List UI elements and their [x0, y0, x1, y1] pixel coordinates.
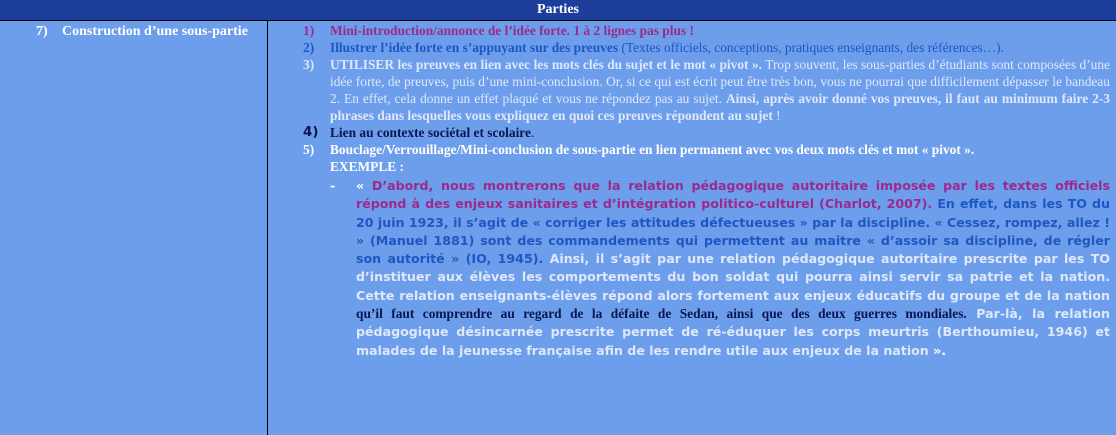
- item-text: Bouclage/Verrouillage/Mini-conclusion de sous-partie en lien permanent avec vos deux mots clés et mot « pivot ».: [330, 142, 975, 157]
- example-segment-dark: qu’il faut comprendre au regard de la défaite de Sedan, ainsi que des deux guerres mondiales.: [356, 306, 967, 322]
- item-bold-text: UTILISER les preuves en lien avec les mots clés du sujet et le mot « pivot ».: [330, 57, 763, 72]
- list-item-4: [268, 124, 1116, 141]
- example-segment-blue: En effet, dans les TO du 20 juin 1923, il s’agit de « corriger les attitudes défectueuses » par la discipline. « Cessez, rompez, allez ! » (Manuel 1881) sont des commandements qui permettent au maitre « d’assoir sa discipline, de régler son autorité » (IO, 1945).: [356, 196, 1110, 267]
- item-text-end: !: [772, 108, 781, 123]
- item-text: (Textes officiels, conceptions, pratiques enseignants, des références…).: [618, 40, 1004, 55]
- item-number: 2): [303, 40, 315, 55]
- example-segment-faint-2: Par-là, la relation pédagogique désincarnée prescrite permet de ré-éduquer les corps meurtris (Berthoumieu, 1946) et malades de la jeunesse française afin de les rendre utile aux enjeux de la nation: [356, 306, 1110, 358]
- item-text: Trop souvent, les sous-parties d’étudiants sont composées d’une idée forte, de preuves, puis d’une mini-conclusion. Or, si ce qui est écrit peut être très bon, vous ne pourrai que difficilement dépasser le bandeau 2. En effet, cela donne un effet plaqué et vous ne répondez pas au sujet.: [330, 57, 1111, 106]
- item-number: 1): [303, 23, 315, 38]
- item-bold-text: Illustrer l’idée forte en s’appuyant sur des preuves: [330, 40, 619, 55]
- example-close-quote: ».: [928, 342, 947, 358]
- right-column: [268, 21, 1116, 435]
- list-item-2: [268, 39, 1116, 56]
- item-bold-text: Lien au contexte sociétal et scolaire: [330, 125, 531, 140]
- item-number: 5): [303, 142, 315, 157]
- list-item-1: [268, 22, 1116, 39]
- left-column: [0, 21, 268, 435]
- item-bold-text-2: Ainsi, après avoir donné vos preuves, il faut au minimum faire 2-3 phrases dans lesquelles vous expliquez en quoi ces preuves répondent au sujet: [330, 91, 1110, 123]
- example-paragraph: [268, 177, 1116, 360]
- dash-bullet: -: [330, 178, 336, 193]
- item-text: Mini-introduction/annonce de l’idée forte. 1 à 2 lignes pas plus !: [330, 23, 694, 38]
- item-text-end: .: [530, 125, 535, 140]
- section-number: 7): [36, 24, 48, 39]
- table-header: Parties: [0, 0, 1116, 21]
- list-item-5: [268, 141, 1116, 175]
- list-item-3: [268, 56, 1116, 124]
- item-number: 3): [303, 57, 315, 72]
- example-segment-magenta: D’abord, nous montrerons que la relation pédagogique autoritaire imposée par les textes officiels répond à des enjeux sanitaires et d’intégration politico-culturel (Charlot, 2007).: [356, 178, 1110, 212]
- example-open-quote: «: [356, 178, 372, 193]
- example-label: EXEMPLE :: [330, 159, 405, 174]
- example-segment-faint: Ainsi, il s’agit par une relation pédagogique autoritaire prescrite par les TO d’instituer aux élèves les comportements du bon soldat qui pourra ainsi servir sa patrie et la nation. Cette relation enseignants-élèves répond alors fortement aux enjeux éducatifs du groupe et de la nation: [356, 251, 1110, 303]
- item-number: 4): [303, 125, 319, 140]
- section-title: Construction d’une sous-partie: [62, 24, 248, 39]
